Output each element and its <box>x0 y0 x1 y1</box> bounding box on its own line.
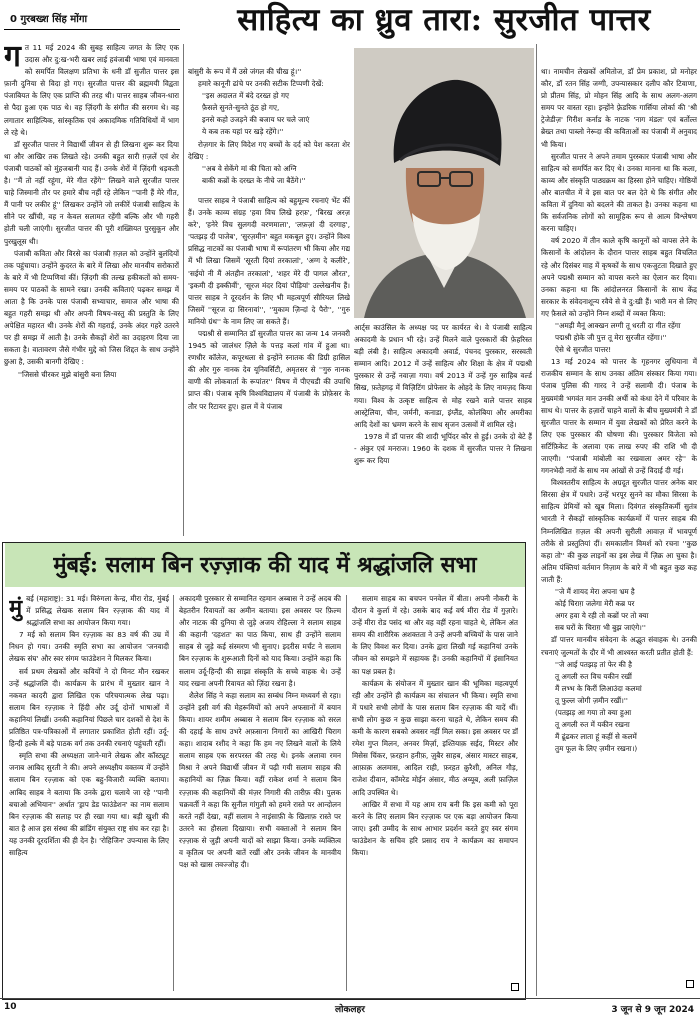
page-number: 10 <box>4 1002 17 1012</box>
end-mark-icon <box>686 980 694 988</box>
column-divider <box>173 595 174 991</box>
poem-quote: ''अमड़ी मैनूं आक्खन लग्गी तू धरती दा गीत रहेंगा पद्मश्री होके जी पुत्त तू मेरा सुरजीत रहेंगा।'' ऐसे थे सुरजीत पात्तर! <box>555 320 681 355</box>
issue-date: 3 जून से 9 जून 2024 <box>611 1005 694 1015</box>
page-footer <box>0 998 700 1015</box>
paragraph: हमारे कानूनी ढांचे पर उनकी सटीक टिप्पणी देखें: <box>198 79 324 89</box>
dropcap: ग <box>4 42 21 74</box>
article1-column-4 <box>541 66 697 996</box>
poem-quote: ''जे मैं शायद मेरा अपना भ्रम है कोई चिराग़ जलेगा मेरी कब्र पर अगर हवा ये रही तो कब्रों पर तो क्या सब घरों के चिराग़ भी बुझ जाएंगे।'' <box>555 587 649 633</box>
paragraph: सलाम साहब का बचपन पनवेल में बीता। अपनी नौकरी के दौरान वे कुर्ला में रहे। उसके बाद कई वर्ष मीरा रोड में गुज़ारे। उन्हें मीरा रोड पसंद था और वह वहीं रहना चाहते थे, लेकिन अंत समय की शारीरिक अशक्तता ने उन्हें अपनी बच्चियों के पास जाने के लिए विवश कर दिया। उनके द्वारा लिखी गई कहानियां उनके जीवन को समझने में सहायक हैं। उनकी कहानियों में इंसानियत का पक्ष प्रबल है। <box>352 594 518 676</box>
poem-quote: ''जे आई पतझड़ तां फेर की है तू अगली रुत विच यकीन रखीं मैं लभ्भ के किरीं लिआउंदा कलमां तू फुल्ल जोगी ज़मीन रखीं।'' (पतझड़ आ गया तो क्या हुआ तू अगली रुत में यकीन रखना मैं ढूंढकर लाता हूं कहीं से कलमें तुम फूल के लिए ज़मीन रखना।) <box>555 659 642 754</box>
paragraph: 13 मई 2024 को पात्तर के गृहनगर लुधियाना में राजकीय सम्मान के साथ उनका अंतिम संस्कार किया गया। पंजाब पुलिस की गारद ने उन्हें सलामी दी। पंजाब के मुख्यमंत्री भगवंत मान उनकी अर्थी को कंधा देने में परिवार के साथ थे। पात्तर के हज़ारों चाहने वालों के बीच मुख्यमंत्री ने डॉ सुरजीत पात्तर के सम्मान में युवा लेखकों को प्रेरित करने के लिए एक पुरस्कार की घोषणा की। पुरस्कार विजेता को सर्टिफ़िकेट के अलावा एक लाख रुपए की राशि भी दी जाएगी। ''पंजाबी मांबोली का रखवाला अमर रहे'' के गगनभेदी नारों के साथ नम आंखों से उन्हें विदाई दी गई। <box>541 357 697 476</box>
author-byline: 0 गुरबख्श सिंह मोंगा <box>4 4 180 30</box>
paragraph: कार्यक्रम के संयोजन में मुख्तार खान की भूमिका महत्वपूर्ण रही और उन्होंने ही कार्यक्रम का संचालन भी किया। स्मृति सभा में पधारे सभी लोगों के पास सलाम बिन रज़्ज़ाक की यादें थीं। सभी लोग कुछ न कुछ साझा करना चाहते थे, लेकिन समय की कमी के कारण सबको अवसर नहीं मिल सका। इस अवसर पर डॉ रमेश गुप्त मिलन, अनवर मिर्ज़ा, इश्तियाक़ सईद, मिस्टर और मिसेस चिंकर, फ़रहान हनीफ़, ज़ुबैर साहब, अंसार मास्टर साहब, आफ़ाक़ अलमास, आदिल राही, फ़रहत क़ुरैशी, अनिल गौड़, राजेश दीवान, कॉमरेड मोईन अंसार, मीठ अय्यूब, अली फ़ाज़िल आदि उपस्थित थे। <box>352 678 518 797</box>
dropcap: मुं <box>9 595 23 621</box>
column-divider <box>346 595 347 991</box>
paragraph: सुरजीत पात्तर ने अपने तमाम पुरस्कार पंजाबी भाषा और साहित्य को समर्पित कर दिए थे। उनका मानना था कि कला, काव्य और संस्कृति पाठ्यक्रम का हिस्सा होने चाहिए। गोष्ठियों और बातचीत में वे इस बात पर बल देते थे कि संगीत और कविता में दुनिया को बदलने की ताकत है। उनका कहना था कि सर्वजनिक लोगों को सामूहिक रूप से आत्म विश्लेषण करना चाहिए। <box>541 151 697 234</box>
article2-column-3 <box>352 593 518 978</box>
paragraph: आखिर में सभा में यह आम राय बनी कि इस कमी को पूरा करने के लिए सलाम बिन रज़्ज़ाक पर एक बड़ा आयोजन किया जाए। इसी उम्मीद के साथ आभार प्रदर्शन करते हुए स्वर संगम फाउंडेशन के सचिव हरि प्रसाद राय ने कार्यक्रम का समापन किया। <box>352 799 518 857</box>
paragraph: 7 मई को सलाम बिन रज़्ज़ाक का 83 वर्ष की उम्र में निधन हो गया। उनकी स्मृति सभा का आयोजन 'जनवादी लेखक संघ' और स्वर संगम फाउंडेशन ने मिलकर किया। <box>9 630 169 664</box>
column-divider <box>536 44 537 996</box>
paragraph: बांसुरी के रूप में मैं उसे जंगल की चीख हूं।'' <box>188 67 302 76</box>
poem-quote: ''अब वे सेकेंगे मां की चिता को अग्नि बाकी कब्रों के दरख्त के नीचे जा बैठेंगे।'' <box>202 163 306 185</box>
article2-headline: मुंबई: सलाम बिन रज़्ज़ाक की याद में श्रद्धांजलि सभा <box>5 543 525 587</box>
paragraph: डॉ पात्तर मानवीय संवेदना के अद्भुत संवाहक थे। उनकी रचनाएं जुल्मतों के दौर में भी आश्वस्त करती प्रतीत होती हैं: <box>541 635 697 657</box>
newspaper-name: लोकलहर <box>335 1005 365 1015</box>
paragraph: सर्व प्रथम लेखकों और कवियों ने दो मिनट मौन रखकर उन्हें श्रद्धांजलि दी। कार्यक्रम के प्रारंभ में मुख्तार खान ने नकवत कादरी द्वारा लिखित एक परिचयात्मक लेख पढ़ा। सलाम बिन रज़्ज़ाक ने हिंदी और उर्दू दोनों भाषाओं में कहानियां लिखीं। उनकी कहानियां पिछले चार दशकों से देश के प्रतिष्ठित पत्र-पत्रिकाओं में लगातार प्रकाशित होती रहीं। उर्दू-हिन्दी हल्के में बड़े पाठक वर्ग तक उनकी रचनाएं पहुंचती रहीं। <box>9 666 169 749</box>
article1-column-3 <box>354 322 532 536</box>
paragraph: डॉ सुरजीत पात्तर ने विद्यार्थी जीवन से ही लिखना शुरू कर दिया था और आखिर तक लिखते रहे। उनकी बहुत सारी ग़ज़लें एवं शेर पंजाबी पाठकों को मुंहजबानी याद हैं। उनके शेरों में ज़िंदगी धड़कती है। ''मैं तो नहीं रहूंगा, मेरे गीत रहेंगे'' लिखने वाले सुरजीत पात्तर चाहे जिस्मानी तौर पर हमारे बीच नहीं रहे लेकिन ''पानी हैं मेरे गीत, मैं पानी पर लकीर हूं'' लिखकर उन्होंने जो लकीरें पंजाबी साहित्य के सीने पर खींची, वह न केवल सलामत रहेंगी बल्कि और भी गहरी होती चली जाएंगी। सुरजीत पात्तर की पूरी शख्सियत पुरसुकून और पुरखुलूस थी। <box>4 139 179 246</box>
paragraph: अकादमी पुरस्कार से सम्मानित रहमान अब्बास ने उन्हें अदब की बेहतरीन रिवायतों का अमीन बताया। इस अवसर पर फ़िल्म और नाटक की दुनिया से जुड़े अजय रोहिल्ला ने सलाम साहब की कहानी 'दहशत' का पाठ किया, साथ ही उन्होंने सलाम साहब से जुड़े कई संस्मरण भी सुनाए। इदरीस मर्चंट ने सलाम बिन रज़्ज़ाक के शुरूआती दिनों को याद किया। उन्होंने कहा कि सलाम उर्दू-हिन्दी की साझा संस्कृति के सच्चे वाहक थे। उन्हें याद रखना अपनी रिवायत को ज़िंदा रखना है। <box>179 594 341 688</box>
headline: साहित्य का ध्रुव तारा: सुरजीत पात्तर <box>237 2 651 38</box>
portrait-photo <box>354 48 534 318</box>
paragraph: बई (महाराष्ट्र): 31 मई। विरुंगला केन्द्र, मीरा रोड, मुंबई में प्रसिद्ध लेखक सलाम बिन रज़्ज़ाक की याद में श्रद्धांजलि सभा का आयोजन किया गया। <box>26 594 169 628</box>
paragraph: पंजाबी कविता और विरसे का पंजाबी ग़ज़ल को उन्होंने बुलंदियों तक पहुंचाया। उन्होंने कुदरत के बारे में लिखा और मानवीय सरोकारों के बारे में भी टिप्पणियां कीं। ज़िंदगी की तल्ख हकीकतों को समय-समय पर पाठकों के सामने रखा। उनकी कविताएं पढ़कर समझ में आता है कि उनके पास पंजाबी सभ्याचार, समाज और भाषा की बहुत गहरी समझ थी और अपनी विषय-वस्तु की प्रस्तुति के लिए अपेक्षित महारत थी। उनके शेरों की गहराई, उनके अंदर गहरे उतरने पर ही समझ में आती है। उनके सैकड़ों शेरों का उदाहरण दिया जा सकता है। वातावरण जैसे गंभीर मुद्दे को जिस शिद्दत के साथ उन्होंने छुआ है, उसकी बानगी देखिए : <box>4 248 179 367</box>
paragraph: स्मृति सभा की अध्यक्षता जाने-माने लेखक और कॉस्ट्यूट जनाब आबिद सुरती ने की। अपने अध्यक्षीय वक्तव्य में उन्होंने सलाम बिन रज़्ज़ाक को एक बहु-विजारी व्यक्ति बताया। आबिद साहब ने बताया कि उनके द्वारा चलाये जा रहे ''पानी बचाओ अभियान'' अर्थात 'ड्राप डेड फाउंडेशन' का नाम सलाम बिन रज़्ज़ाक की सलाह पर ही रखा गया था। बड़ी खुशी की बात है आज इस संस्था की ब्रांडिंग संयुक्त राष्ट्र संघ कर रहा है। यह उनकी दूरदर्शिता की ही देन है। 'रोहिजिन' उपन्यास के लिए साहित्य <box>9 751 169 857</box>
end-mark-icon <box>511 983 519 991</box>
paragraph: शैलेश सिंह ने कहा सलाम का सम्बंध निम्न मध्यवर्ग से रहा। उन्होंने इसी वर्ग की मेहरूमियों को अपने अफसानों में बयान किया। शायर शमीम अब्बास ने सलाम बिन रज़्ज़ाक को सरल की दहाई के साथ उभरे अफ़साना निगारों का आखिरी चिराग कहा। शादाब रशीद ने कहा कि हम नए लिखने वालों के लिये सलाम साहब एक सरपरस्त की तरह थे। इनके अलावा रमन मिश्रा ने अपने विद्यार्थी जीवन में पढ़ी गयी सलाम साहब की कहानियों का ज़िक्र किया। वहीं राकेश शर्मा ने सलाम बिन रज़्ज़ाक की कहानियों की मंज़र निगारी की तारीफ़ की। पुलक चक्रवर्ती ने कहा कि सुनील गांगुली को हमने रास्ते पर आन्दोलन करते नहीं देखा, वहीं सलाम ने नाइंसाफ़ी के खिलाफ़ रास्ते पर उतरने का हौसला दिखाया। सभी वक्ताओं ने सलाम बिन रज़्ज़ाक से जुड़ी अपनी यादों को साझा किया। उनके व्यक्तित्व व कृतित्व पर अपनी बातें रखीं और उनके जीवन के मानवीय पक्ष को खास तवज्जोह दी। <box>179 690 341 870</box>
paragraph: था। नामचीन लेखकों अमितोज, डॉ प्रेम प्रकाश, प्रो मनोहर कौर, डॉ रतन सिंह जग्गी, उपन्यासकार दलीप कौर टिवाणा, प्रो प्रीतम सिंह, प्रो मोहन सिंह आदि के साथ अलग-अलग समय पर वास्ता रहा। इन्होंने फ़्रेडरिक गार्सिया लोर्का की 'श्री ट्रेजेडीज़' गिरीश कर्नाड के नाटक 'नाग मंडल' एवं बर्तोल्त ब्रेख्त तथा पाब्लो नेरूदा की कविताओं का पंजाबी में अनुवाद भी किया। <box>541 67 697 149</box>
paragraph: विश्वस्तरीय साहित्य के अग्रदूत सुरजीत पात्तर अनेक बार सिरसा क्षेत्र में पधारे। उन्हें भरपूर सुनने का मौका सिरसा के साहित्य प्रेमियों को खूब मिला। दिवंगत संस्कृतिकर्मी सुतंत्र भारती ने सैकड़ों सांस्कृतिक कार्यक्रमों में पात्तर साहब की निम्नलिखित ग़ज़ल की अपनी सुरीली आवाज़ में भावपूर्ण तरीके से प्रस्तुतियां दीं। समकालीन विमर्श को रचना ''कुछ कहा तो'' की कुछ लाइनों का इस लेख में ज़िक्र आ चुका है। अंतिम पंक्तियां वर्तमान निज़ाम के बारे में भी बहुत कुछ कह जाती हैं: <box>541 478 697 584</box>
paragraph: पद्मश्री से सम्मानित डॉ सुरजीत पात्तर का जन्म 14 जनवरी 1945 को जालंधर ज़िले के पत्तड़ कलां गांव में हुआ था। रणधीर कॉलेज, कपूरथला से इन्होंने स्नातक की डिग्री हासिल की और गुरु नानक देव यूनिवर्सिटी, अमृतसर से ''गुरु नानक वाणी की लोकवार्ता के रूपांतर'' विषय में पीएचडी की उपाधि प्राप्त की। पंजाब कृषि विश्वविद्यालय में पंजाबी के प्रोफ़ेसर के तौर पर रिटायर हुए। हाल में वे पंजाब <box>188 328 350 411</box>
poem-quote: ''इस अदालत में बंदे दरख्त हो गए फ़ैसले सुनते-सुनते ठूंठ हो गए, इनसे कहो उजड़ने की बजाय घर चले जाएं ये कब तक यहां पर खड़े रहेंगे।'' <box>202 91 310 137</box>
article2-column-1 <box>9 593 169 993</box>
article1-column-1 <box>4 42 179 537</box>
paragraph: 1978 में डॉ पात्तर की शादी भूपिंदर कौर से हुई। उनके दो बेटे हैं - अंकुर एवं मनराज। 1960 के दशक में सुरजीत पात्तर ने लिखना शुरू कर दिया <box>354 431 532 466</box>
column-divider <box>183 44 184 536</box>
article1-column-2 <box>188 66 350 536</box>
poem-quote: ''जिससे चीरकर मुझे बांसुरी बना लिया <box>18 369 117 379</box>
paragraph: पात्तर साहब ने पंजाबी साहित्य को बहुमूल्य रचनाएं भेंट कीं हैं। उनके काव्य संग्रह 'हवा विच लिखे हरफ़', 'बिरख अरज़ करे', 'हनेरे विच सुलगदी वरणमाला', 'लफ़ज़ां दी दरगाह', 'पतझड़ दी पाजेब', 'सुरज़मीन' बहुत मकबूल हुए। उन्होंने विश्व प्रसिद्ध नाटकों का पंजाबी भाषा में रूपांतरण भी किया और गद्य में भी लिखा जिसमें 'सूरती दियां तरकालां', 'अग्ग दे कलीरे', 'सईयो नी मैं अंतहीन तरकालां', 'शहर मेरे दी पागल औरत', 'इकमी दी इक्कीवीं', 'सूरज मंदर दियां पौड़ियां' उल्लेखनीय हैं। पात्तर साहब ने दूरदर्शन के लिए भी महत्वपूर्ण सीरियल लिखे जिसमें ''सूरज दा सिरनावां'', ''मुकाम ज़िन्दां दे पैरो'', ''गुरु मानियो ग्रंथ'' के नाम लिए जा सकते हैं। <box>188 195 350 326</box>
paragraph: रोज़गार के लिए विदेश गए बच्चों के दर्द को पेश करता शेर देखिए : <box>188 139 350 161</box>
article2-box <box>2 542 526 1000</box>
article2-column-2 <box>179 593 341 993</box>
paragraph: आर्ट्स काउंसिल के अध्यक्ष पद पर कार्यरत थे। वे पंजाबी साहित्य अकादमी के प्रधान भी रहे। उन्हें मिलने वाले पुरस्कारों की फ़ेहरिस्त बड़ी लंबी है। साहित्य अकादमी अवार्ड, पंचनद पुरस्कार, सरस्वती सम्मान आदि। 2012 में उन्हें साहित्य और शिक्षा के क्षेत्र में पद्मश्री पुरस्कार से उन्हें नवाज़ा गया। वर्ष 2013 में उन्हें गुरु साहिब वर्ल्ड सिख, फ़तेहगढ़ में विज़िटिंग प्रोफेसर के ओहदे के लिए नामज़द किया गया। विश्व के उत्कृष्ट साहित्य से मोह रखने वाले पात्तर साहब आस्ट्रेलिया, चीन, जर्मनी, कनाडा, इंग्लैंड, कोलंबिया और अमरीका आदि देशों का भ्रमण करने के साथ सृजन उत्सवों में शामिल रहे। <box>354 323 532 429</box>
paragraph: वर्ष 2020 में तीन काले कृषि कानूनों को वापस लेने के किसानों के आंदोलन के दौरान पात्तर साहब बहुत विचलित रहे और दिसंबर माह में कृषकों के साथ एकजुटता दिखाते हुए अपने पद्मश्री सम्मान को वापस करने का ऐलान कर दिया। उनका कहना था कि आंदोलनरत किसानों के साथ केंद्र सरकार के संवेदनाशून्य रवैये से वे दु:खी हैं। भारी मन से लिए गए फ़ैसले को उन्होंने निम्न शब्दों में व्यक्त किया: <box>541 236 697 318</box>
paragraph: त 11 मई 2024 की सुबह साहित्य जगत के लिए एक उदास और दु:ख-भरी खबर लाई हवंजाबी भाषा एवं मानवता को समर्पित विलक्षण प्रतिभा के धनी डॉ सुजीत पात्तर इस फ़ानी दुनिया से विदा हो गए। सुरजीत पात्तर की ब्रह्ममयी विद्वता पंजाबियत के लिए एक प्राप्ति की तरह थी। पात्तर साहब जीवन-धारा से पैदा हुआ एक पाठ थे। वह ज़िंदगी के संगीत की सरगम थे। वह लगातार साहित्यिक, सांस्कृतिक एवं अकादमिक गतिविधियों में भाग ले रहे थे। <box>4 43 179 137</box>
